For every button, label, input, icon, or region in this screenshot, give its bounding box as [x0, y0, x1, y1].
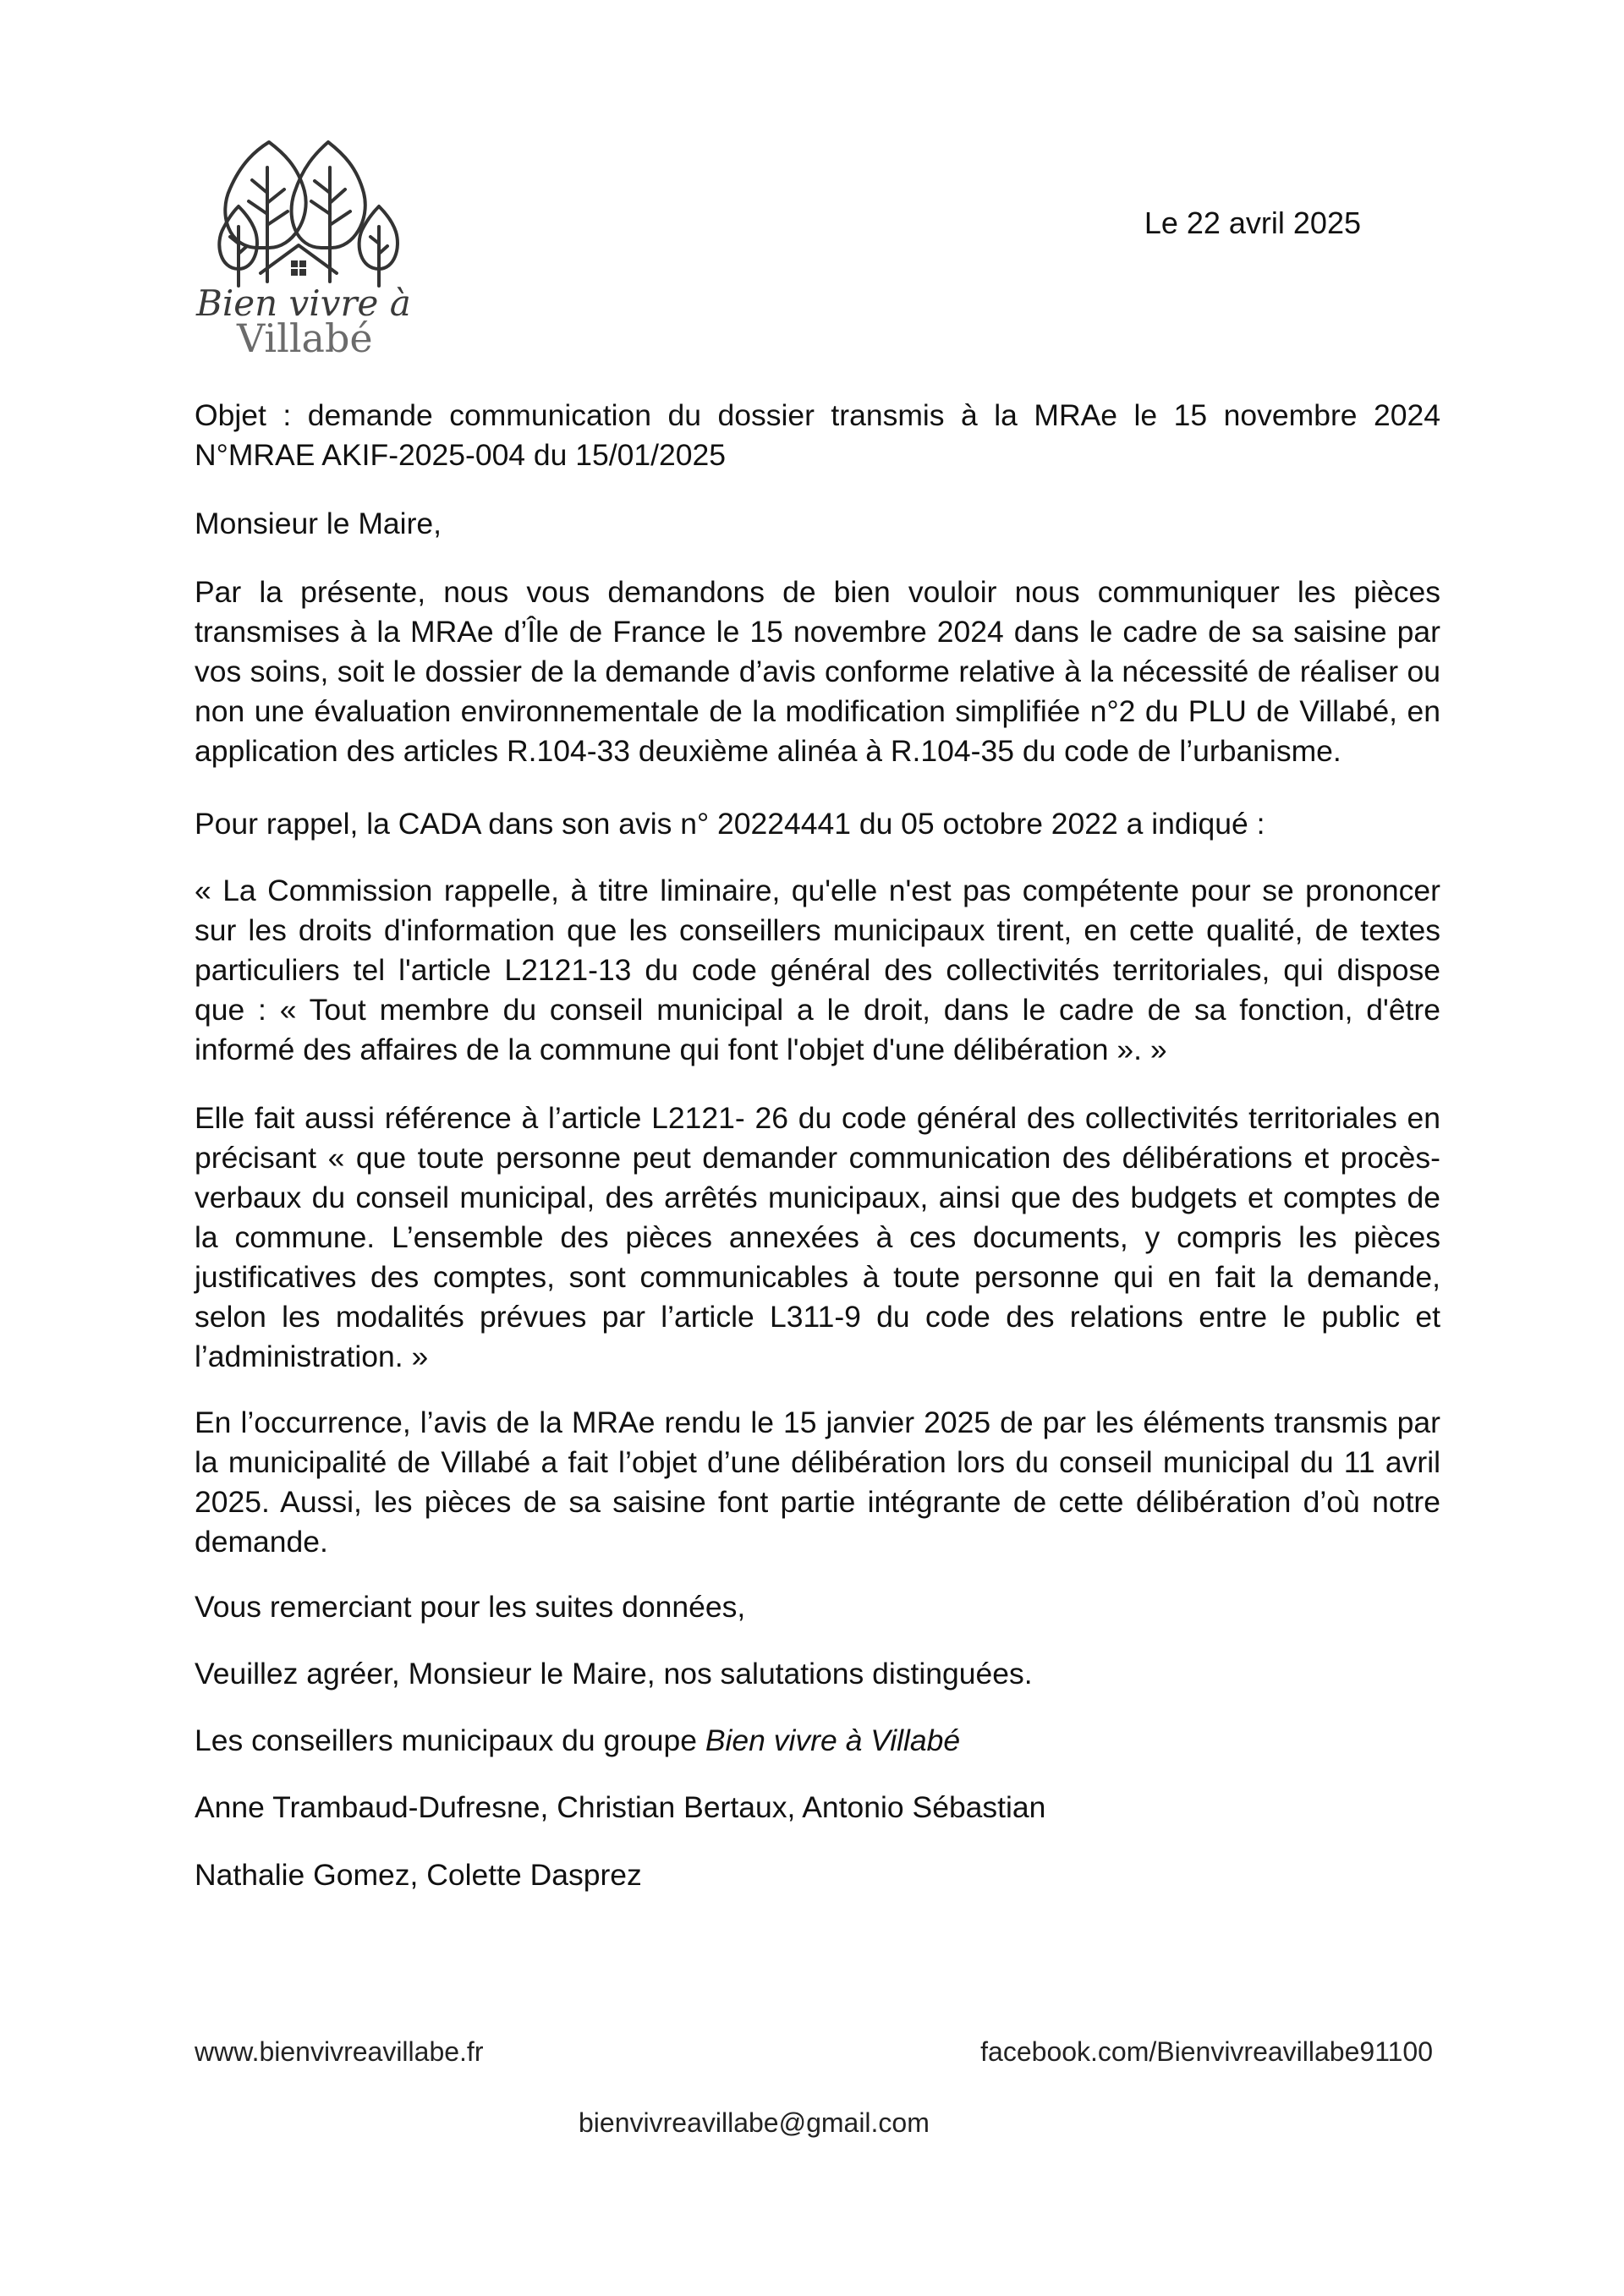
signer-names-line-1: Anne Trambaud-Dufresne, Christian Bertaux, Antonio Sébastian — [195, 1790, 1046, 1824]
closing-thanks: Vous remerciant pour les suites données, — [195, 1590, 746, 1624]
logo-script-text: Bien vivre à — [196, 282, 411, 324]
signer-names-line-2: Nathalie Gomez, Colette Dasprez — [195, 1858, 642, 1892]
footer-facebook-link[interactable]: facebook.com/Bienvivreavillabe91100 — [980, 2036, 1433, 2067]
paragraph-cada-intro: Pour rappel, la CADA dans son avis n° 20224441 du 05 octobre 2022 a indiqué : — [195, 807, 1265, 841]
paragraph-article-reference: Elle fait aussi référence à l’article L2121- 26 du code général des collectivités territoriales en précisant « que toute personne peut demander communication des délibérations et procès-verbaux du conseil municipal, des arrêtés municipaux, ainsi que des budgets et comptes de la commune. L’ensemble des pièces annexées à ces documents, y compris les pièces justificatives des comptes, sont communicables à toute personne qui en fait la demande, selon les modalités prévues par l’article L311-9 du code des relations entre le public et l’administration. » — [195, 1101, 1440, 1373]
paragraph-request: Par la présente, nous vous demandons de bien vouloir nous communiquer les pièces transmises à la MRAe d’Île de France le 15 novembre 2024 dans le cadre de sa saisine par vos soins, soit le dossier de la demande d’avis conforme relative à la nécessité de réaliser ou non une évaluation environnementale de la modification simplifiée n°2 du PLU de Villabé, en application des articles R.104-33 deuxième alinéa à R.104-35 du code de l’urbanisme. — [195, 575, 1440, 768]
footer-website-link[interactable]: www.bienvivreavillabe.fr — [195, 2036, 484, 2067]
salutation: Monsieur le Maire, — [195, 507, 442, 540]
association-logo — [178, 134, 457, 362]
signers-group-name: Bien vivre à Villabé — [705, 1723, 961, 1757]
letter-date: Le 22 avril 2025 — [1144, 205, 1361, 240]
subject-line-2: N°MRAE AKIF-2025-004 du 15/01/2025 — [195, 438, 726, 472]
paragraph-cada-quote: « La Commission rappelle, à titre liminaire, qu'elle n'est pas compétente pour se prononcer sur les droits d'information que les conseillers municipaux tirent, en cette qualité, de textes particuliers tel l'article L2121-13 du code général des collectivités territoriales, qui dispose que : « Tout membre du conseil municipal a le droit, dans le cadre de sa fonction, d'être informé des affaires de la commune qui font l'objet d'une délibération ». » — [195, 874, 1440, 1066]
trees-house-icon — [178, 134, 457, 362]
subject-line-1: Objet : demande communication du dossier transmis à la MRAe le 15 novembre 2024 — [195, 398, 1440, 432]
signers-group-line — [195, 1721, 1440, 1761]
logo-villabe-text: Villabé — [237, 315, 373, 361]
footer-email-link[interactable]: bienvivreavillabe@gmail.com — [579, 2107, 930, 2138]
closing-salutations: Veuillez agréer, Monsieur le Maire, nos salutations distinguées. — [195, 1657, 1033, 1690]
paragraph-occurrence: En l’occurrence, l’avis de la MRAe rendu le 15 janvier 2025 de par les éléments transmis par la municipalité de Villabé a fait l’objet d’une délibération lors du conseil municipal du 11 avril 2025. Aussi, les pièces de sa saisine font partie intégrante de cette délibération d’où notre demande. — [195, 1406, 1440, 1559]
signers-prefix: Les conseillers municipaux du groupe — [195, 1723, 705, 1757]
